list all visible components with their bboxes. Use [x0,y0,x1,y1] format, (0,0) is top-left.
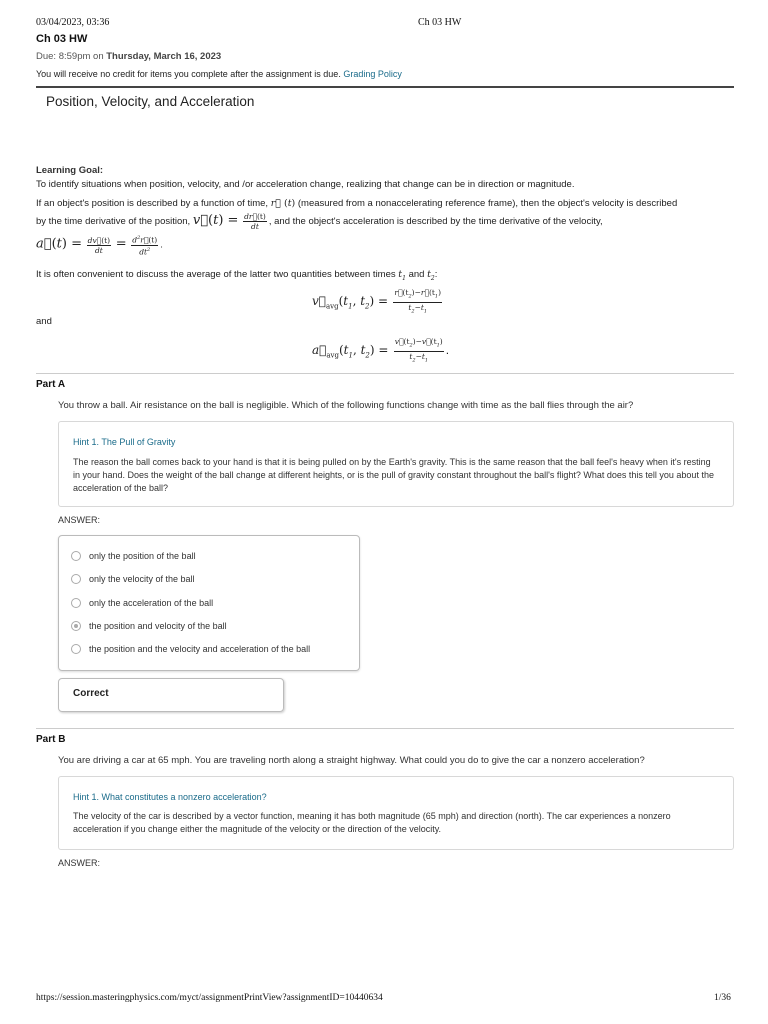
para1-text-a: If an object's position is described by a function of time, [36,198,269,209]
a-avg-lhs: $a⃗_{avg}(t_1$, $t_2$) = [312,343,389,360]
part-a-feedback [58,678,284,712]
due-date [36,51,221,62]
part-a-label: Part A [36,379,66,390]
learning-goal-text: To identify situations when position, velocity, and /or acceleration change, realizing that change can be in direction or magnitude. [36,179,575,190]
part-b-hint[interactable] [58,776,734,850]
footer-url: https://session.masteringphysics.com/myct/assignmentPrintView?assignmentID=10440634 [36,993,383,1003]
feedback-text: Correct [73,688,109,699]
credit-note-text: You will receive no credit for items you complete after the assignment is due. [36,69,341,79]
t1-math: $t_1$ [398,269,406,282]
position-paragraph-line2 [36,212,736,231]
acceleration-second-derivative: $\frac{d^2r⃗(t)}{dt^2}$ [132,235,158,256]
credit-note [36,69,402,79]
para2-text: It is often convenient to discuss the average of the latter two quantities between times [36,269,396,280]
avg-velocity-equation [312,288,444,316]
radio-button[interactable] [71,574,81,584]
para1-text-d: , and the object's acceleration is described by the time derivative of the velocity, [268,216,603,228]
option-2[interactable] [71,598,213,608]
print-datetime: 03/04/2023, 03:36 [36,17,110,28]
between-equations-and: and [36,316,52,327]
due-date-value: Thursday, March 16, 2023 [106,51,222,62]
radio-button[interactable] [71,551,81,561]
page-number: 1/36 [714,993,731,1003]
position-function-math: r⃗ (t) [270,198,296,209]
header-divider [36,86,734,88]
acceleration-definition: a⃗(t) = $\frac{dv⃗(t)}{dt}$ = $\frac{d^2r⃗(t)}{dt^2}$ . [36,235,163,256]
a-avg-fraction: $\frac{v⃗(t_2)-v⃗(t_1)}{t_2-t_1}$ [394,337,443,363]
radio-button[interactable] [71,598,81,608]
part-b-hint-body: The velocity of the car is described by a vector function, meaning it has both magnitude (65 mph) and direction (north). The car experiences a nonzero acceleration if you change either the magnitude of the velocity or the direction of the velocity. [73,811,671,834]
equals-sign: = [115,236,127,252]
part-a-hint-title[interactable]: Hint 1. The Pull of Gravity [73,437,176,447]
option-label: only the velocity of the ball [89,574,195,584]
option-label: only the position of the ball [89,551,196,561]
para1-text-c: by the time derivative of the position, [36,216,191,228]
radio-button-selected[interactable] [71,621,81,631]
part-b-hint-title[interactable]: Hint 1. What constitutes a nonzero acceleration? [73,792,267,802]
part-a-hint[interactable] [58,421,734,507]
v-avg-fraction: $\frac{r⃗(t_2)-r⃗(t_1)}{t_2-t_1}$ [394,288,442,314]
option-label: only the acceleration of the ball [89,598,214,608]
radio-button[interactable] [71,644,81,654]
option-3[interactable] [71,621,227,631]
part-b-question: You are driving a car at 65 mph. You are traveling north along a straight highway. What could you do to give the car a nonzero acceleration? [58,755,645,766]
option-1[interactable] [71,574,195,584]
part-b-divider [36,728,734,729]
acceleration-definition-math: a⃗(t) = [36,236,82,252]
option-4[interactable] [71,644,310,654]
part-b-answer-label: ANSWER: [58,858,101,868]
problem-title: Position, Velocity, and Acceleration [46,94,255,109]
part-a-divider [36,373,734,374]
position-paragraph-line1 [36,197,736,210]
grading-policy-link[interactable]: Grading Policy [343,69,402,79]
assignment-title: Ch 03 HW [36,33,88,45]
para1-text-b: (measured from a nonaccelerating reference frame), then the object's velocity is described [297,198,678,209]
acceleration-first-derivative: $\frac{dv⃗(t)}{dt}$ [87,235,111,255]
part-b-label: Part B [36,734,66,745]
part-a-answer-options [58,535,360,671]
print-title: Ch 03 HW [418,17,462,28]
part-a-answer-label: ANSWER: [58,515,101,525]
avg-acceleration-equation: $a⃗_{avg}(t_1$, $t_2$) = $\frac{v⃗(t_2)-v⃗(t_1)}{t_2-t_1}$ . [312,337,450,363]
velocity-derivative-fraction: $\frac{dr⃗(t)}{dt}$ [244,212,266,231]
v-avg-lhs: $v⃗_{avg}(t_1$, $t_2$) = [312,294,389,311]
learning-goal-label: Learning Goal: [36,165,104,176]
option-label: the position and the velocity and acceleration of the ball [89,644,311,654]
part-a-hint-body: The reason the ball comes back to your hand is that it is being pulled on by the Earth's gravity. This is the same reason that the ball feel's heavy when it's resting in your hand. Does the weight of the ball change at different heights, or is the pull of gravity constant throughout the ball's flight? What does this tell you about the acceleration of the ball? [73,457,714,493]
para2-and: and [408,269,425,280]
option-0[interactable] [71,551,196,561]
due-prefix: Due: 8:59pm on [36,51,107,62]
option-label: the position and velocity of the ball [89,621,227,631]
t2-math: $t_2$ [427,269,435,282]
velocity-definition-math: v⃗(t) = [192,213,239,229]
part-a-question: You throw a ball. Air resistance on the ball is negligible. Which of the following functions change with time as the ball flies through the air? [58,400,634,411]
average-paragraph: It is often convenient to discuss the average of the latter two quantities between times $t_1$ and $t_2$: [36,269,438,282]
